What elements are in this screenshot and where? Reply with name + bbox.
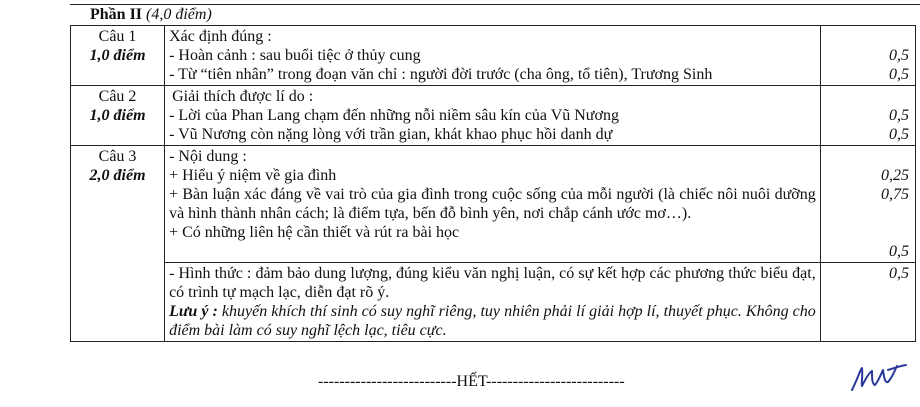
note-label: Lưu ý : [169, 303, 218, 320]
score-value [823, 147, 909, 166]
answer-cell [165, 86, 821, 146]
answer-line: - Vũ Nương còn nặng lòng với trần gian, khát khao phục hồi danh dự [169, 126, 613, 143]
score-value: 0,75 [881, 186, 909, 203]
question-cell [71, 86, 165, 146]
answer-line: - Hình thức : đảm bảo dung lượng, đúng kiểu văn nghị luận, có sự kết hợp các phương thức biểu đạt, có trình tự mạch lạc, diễn đạt rõ ý. [169, 265, 816, 301]
table-row-cau-3-form [71, 263, 916, 342]
score-value: 0,5 [889, 107, 909, 124]
answer-cell [165, 263, 821, 342]
answer-line: - Nội dung : [169, 148, 247, 165]
score-value: 0,5 [889, 243, 909, 260]
score-value: 0,5 [889, 66, 909, 83]
end-marker: --------------------------HẾT-------------------------- [318, 373, 625, 390]
part-title [90, 6, 212, 24]
signature-icon [848, 356, 908, 396]
answer-line: + Hiểu ý niệm về gia đình [169, 167, 337, 184]
question-points: 1,0 điểm [89, 47, 146, 64]
table-row-cau-3 [71, 146, 916, 263]
score-cell [820, 146, 915, 263]
part-label: Phần II [90, 6, 143, 23]
answer-line: Xác định đúng : [169, 28, 272, 45]
score-value: 0,5 [889, 126, 909, 143]
answer-line: + Bàn luận xác đáng về vai trò của gia đình trong cuộc sống của mỗi người (là chiếc nôi nuôi dưỡng và hình thành nhân cách; là điểm tựa, bến đỗ bình yên, nơi chắp cánh ước mơ…). [169, 186, 816, 222]
answer-cell [165, 26, 821, 86]
table-row-cau-1 [71, 26, 916, 86]
answer-line: - Từ “tiên nhân” trong đoạn văn chỉ : người đời trước (cha ông, tổ tiên), Trương Sinh [169, 66, 713, 83]
question-cell [71, 26, 165, 86]
answer-line: - Hoàn cảnh : sau buổi tiệc ở thủy cung [169, 47, 421, 64]
question-points: 2,0 điểm [89, 167, 146, 184]
answer-line: Giải thích được lí do : [172, 88, 314, 105]
score-cell [820, 263, 915, 342]
score-spacer [823, 204, 909, 223]
question-points: 1,0 điểm [89, 107, 146, 124]
note-body: khuyến khích thí sinh có suy nghĩ riêng, tuy nhiên phải lí giải hợp lí, thuyết phục. Không cho điểm bài làm có suy nghĩ lệch lạc, tiêu cực. [169, 303, 816, 339]
question-number: Câu 3 [98, 148, 137, 165]
answer-line: + Có những liên hệ cần thiết và rút ra bài học [169, 224, 460, 241]
table-row-cau-2 [71, 86, 916, 146]
cropped-previous-line [70, 0, 920, 5]
grading-table [70, 25, 916, 342]
score-value: 0,25 [881, 167, 909, 184]
score-value: 0,5 [889, 47, 909, 64]
score-cell [820, 86, 915, 146]
score-spacer [823, 223, 909, 242]
score-cell [820, 26, 915, 86]
part-points: (4,0 điểm) [146, 6, 212, 23]
score-value [823, 87, 909, 106]
score-value: 0,5 [889, 265, 909, 282]
answer-cell [165, 146, 821, 263]
score-value [823, 27, 909, 46]
question-number: Câu 1 [98, 28, 137, 45]
note-text [169, 302, 816, 340]
answer-line: - Lời của Phan Lang chạm đến những nỗi niềm sâu kín của Vũ Nương [169, 107, 619, 124]
question-number: Câu 2 [98, 88, 137, 105]
question-cell [71, 146, 165, 342]
